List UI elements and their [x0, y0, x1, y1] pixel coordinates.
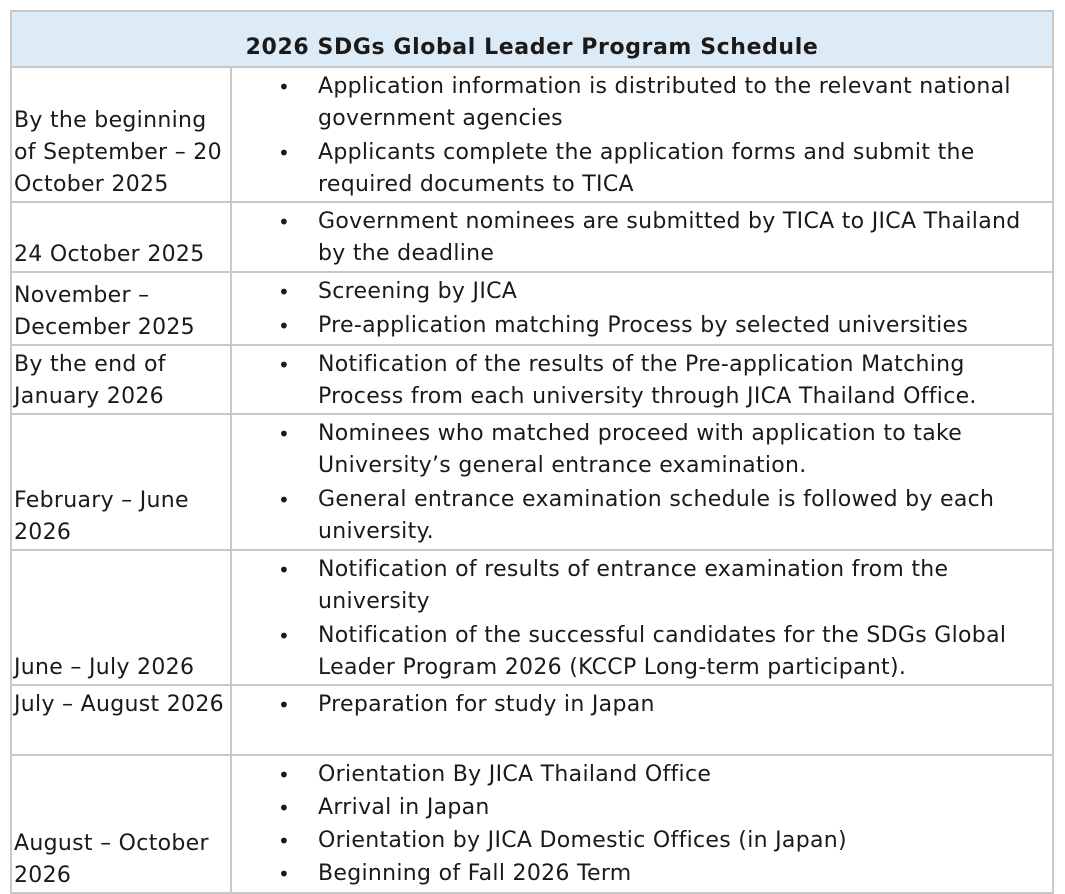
- bullet-icon: •: [277, 488, 291, 512]
- bullet-icon: •: [277, 75, 291, 99]
- task-item: [232, 418, 1052, 482]
- task-text: Applicants complete the application forms and submit the required documents to TICA: [318, 140, 975, 197]
- task-list: [232, 71, 1052, 201]
- period-cell: [11, 550, 231, 685]
- tasks-cell: [231, 272, 1053, 345]
- bullet-icon: •: [277, 693, 291, 717]
- bullet-icon: •: [277, 314, 291, 338]
- bullet-icon: •: [277, 763, 291, 787]
- task-list: [232, 759, 1052, 890]
- period-cell: [11, 414, 231, 550]
- task-text: General entrance examination schedule is followed by each university.: [318, 487, 995, 544]
- task-list: [232, 689, 1052, 721]
- task-text: Pre-application matching Process by selected universities: [318, 313, 969, 338]
- period-cell: [11, 345, 231, 414]
- period-text: By the beginning of September – 20 October 2025: [14, 108, 222, 197]
- table-title: 2026 SDGs Global Leader Program Schedule: [11, 11, 1053, 67]
- table-row: [11, 67, 1053, 202]
- period-cell: [11, 67, 231, 202]
- task-item: [232, 689, 1052, 721]
- bullet-icon: •: [277, 558, 291, 582]
- task-text: Orientation By JICA Thailand Office: [318, 762, 712, 787]
- bullet-icon: •: [277, 280, 291, 304]
- task-item: [232, 137, 1052, 201]
- tasks-cell: [231, 550, 1053, 685]
- table-row: [11, 685, 1053, 755]
- tasks-cell: [231, 202, 1053, 272]
- period-cell: [11, 202, 231, 272]
- task-list: [232, 554, 1052, 684]
- period-text: August – October 2026: [14, 831, 209, 888]
- task-list: [232, 418, 1052, 548]
- period-text: February – June 2026: [14, 488, 189, 545]
- task-item: [232, 276, 1052, 308]
- task-item: [232, 310, 1052, 342]
- task-item: [232, 71, 1052, 135]
- bullet-icon: •: [277, 624, 291, 648]
- table-row: [11, 345, 1053, 414]
- task-item: [232, 554, 1052, 618]
- bullet-icon: •: [277, 141, 291, 165]
- tasks-cell: [231, 414, 1053, 550]
- tasks-cell: [231, 345, 1053, 414]
- bullet-icon: •: [277, 210, 291, 234]
- task-item: [232, 484, 1052, 548]
- task-list: [232, 349, 1052, 413]
- tasks-cell: [231, 685, 1053, 755]
- task-item: [232, 825, 1052, 857]
- task-text: Government nominees are submitted by TICA to JICA Thailand by the deadline: [318, 209, 1021, 266]
- task-text: Notification of results of entrance examination from the university: [318, 557, 949, 614]
- task-text: Notification of the successful candidates for the SDGs Global Leader Program 2026 (KCCP Long-term participant).: [318, 623, 1007, 680]
- period-text: November – December 2025: [14, 283, 195, 340]
- bullet-icon: •: [277, 422, 291, 446]
- bullet-icon: •: [277, 829, 291, 853]
- task-item: [232, 349, 1052, 413]
- period-text: By the end of January 2026: [14, 352, 166, 409]
- task-item: [232, 858, 1052, 890]
- bullet-icon: •: [277, 862, 291, 886]
- task-text: Preparation for study in Japan: [318, 692, 655, 717]
- task-text: Screening by JICA: [318, 279, 518, 304]
- task-item: [232, 620, 1052, 684]
- period-cell: [11, 685, 231, 755]
- period-text: June – July 2026: [14, 655, 195, 680]
- title-row: [11, 11, 1053, 67]
- task-item: [232, 792, 1052, 824]
- task-list: [232, 206, 1052, 270]
- table-row: [11, 550, 1053, 685]
- task-text: Beginning of Fall 2026 Term: [318, 861, 632, 886]
- bullet-icon: •: [277, 796, 291, 820]
- table-row: [11, 272, 1053, 345]
- task-text: Nominees who matched proceed with application to take University’s general entrance examination.: [318, 421, 963, 478]
- task-text: Arrival in Japan: [318, 795, 490, 820]
- period-text: 24 October 2025: [14, 242, 205, 267]
- task-list: [232, 276, 1052, 342]
- bullet-icon: •: [277, 353, 291, 377]
- task-item: [232, 206, 1052, 270]
- task-item: [232, 759, 1052, 791]
- tasks-cell: [231, 755, 1053, 893]
- task-text: Orientation by JICA Domestic Offices (in Japan): [318, 828, 847, 853]
- task-text: Notification of the results of the Pre-application Matching Process from each university through JICA Thailand Office.: [318, 352, 977, 409]
- schedule-table: [10, 10, 1054, 894]
- period-cell: [11, 755, 231, 893]
- period-cell: [11, 272, 231, 345]
- task-text: Application information is distributed to the relevant national government agencies: [318, 74, 1011, 131]
- tasks-cell: [231, 67, 1053, 202]
- table-row: [11, 755, 1053, 893]
- period-text: July – August 2026: [14, 692, 224, 717]
- table-row: [11, 414, 1053, 550]
- table-row: [11, 202, 1053, 272]
